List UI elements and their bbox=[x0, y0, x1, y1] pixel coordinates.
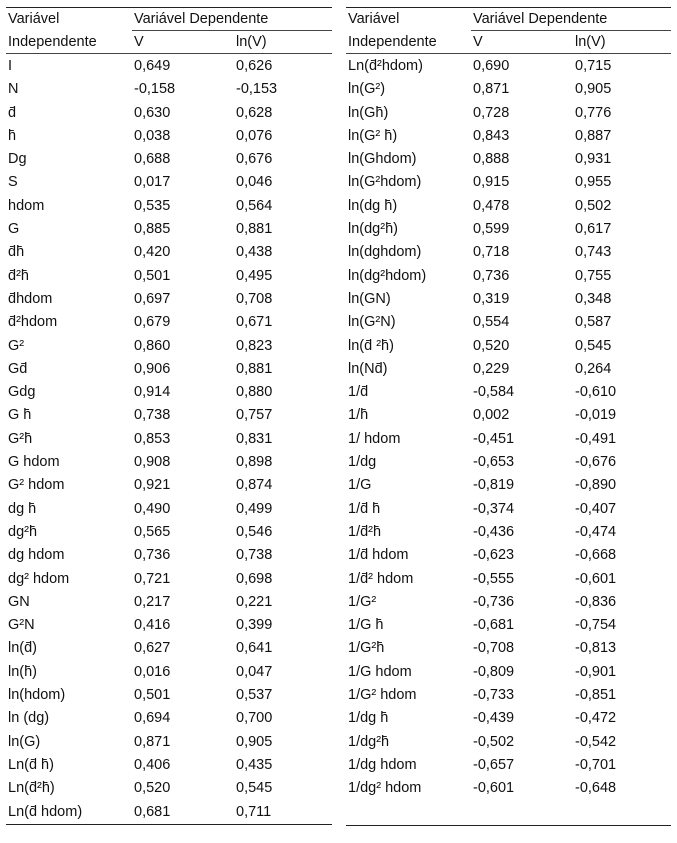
row-label: G²N bbox=[8, 617, 35, 634]
header-var-independent-line2: Independente bbox=[348, 34, 437, 50]
table-row bbox=[346, 731, 671, 754]
header-var-independent-line1: Variável bbox=[8, 11, 60, 27]
cell-v: 0,016 bbox=[134, 663, 171, 680]
cell-v: 0,630 bbox=[134, 104, 171, 121]
header-var-independent-line1: Variável bbox=[348, 11, 400, 27]
row-label: S bbox=[8, 174, 18, 191]
table-row bbox=[346, 102, 671, 125]
table-row bbox=[346, 241, 671, 264]
cell-lnv: 0,264 bbox=[575, 360, 612, 377]
cell-lnv: 0,898 bbox=[236, 454, 273, 471]
cell-v: 0,229 bbox=[473, 360, 510, 377]
row-label: 1/d̄ h̄ bbox=[348, 500, 381, 517]
cell-lnv: 0,546 bbox=[236, 523, 273, 540]
cell-v: 0,871 bbox=[473, 81, 510, 98]
cell-v: 0,690 bbox=[473, 58, 510, 74]
cell-v: -0,681 bbox=[473, 617, 515, 634]
header-col-v: V bbox=[473, 34, 483, 50]
cell-v: 0,490 bbox=[134, 500, 171, 517]
row-label: Ln(d̄ hdom) bbox=[8, 803, 83, 820]
table-row bbox=[346, 591, 671, 614]
cell-lnv: -0,836 bbox=[575, 593, 617, 610]
cell-v: 0,565 bbox=[134, 523, 171, 540]
cell-lnv: 0,047 bbox=[236, 663, 273, 680]
cell-lnv: 0,435 bbox=[236, 756, 273, 773]
row-label: ln(Gh̄) bbox=[348, 104, 389, 121]
cell-lnv: -0,610 bbox=[575, 384, 617, 401]
table-row bbox=[346, 358, 671, 381]
table-row bbox=[346, 707, 671, 730]
table-row bbox=[346, 218, 671, 241]
row-label: 1/G² hdom bbox=[348, 687, 417, 704]
cell-lnv: 0,955 bbox=[575, 174, 612, 191]
row-label: 1/d̄² hdom bbox=[348, 570, 414, 587]
row-label: hdom bbox=[8, 197, 45, 214]
row-label: G² hdom bbox=[8, 477, 65, 494]
row-label: Dg bbox=[8, 151, 27, 168]
table-row bbox=[346, 148, 671, 171]
cell-lnv: 0,676 bbox=[236, 151, 273, 168]
table-row bbox=[6, 451, 332, 474]
cell-lnv: -0,890 bbox=[575, 477, 617, 494]
cell-v: 0,535 bbox=[134, 197, 171, 214]
table-row bbox=[346, 661, 671, 684]
row-label: ln(dg²h̄) bbox=[348, 221, 398, 238]
cell-v: 0,501 bbox=[134, 687, 171, 704]
bottom-rule bbox=[346, 825, 671, 826]
cell-v: 0,908 bbox=[134, 454, 171, 471]
cell-lnv: 0,755 bbox=[575, 267, 612, 284]
cell-lnv: 0,738 bbox=[236, 547, 273, 564]
row-label: ln(dg h̄) bbox=[348, 197, 398, 214]
row-label: 1/G²h̄ bbox=[348, 640, 385, 657]
row-label: 1/dg hdom bbox=[348, 756, 417, 773]
table-row bbox=[346, 637, 671, 660]
header-row-1 bbox=[346, 8, 671, 30]
table-row bbox=[6, 358, 332, 381]
row-label: G hdom bbox=[8, 454, 60, 471]
row-label: 1/dg²h̄ bbox=[348, 733, 390, 750]
cell-v: -0,436 bbox=[473, 523, 515, 540]
table-row bbox=[6, 311, 332, 334]
cell-lnv: -0,851 bbox=[575, 687, 617, 704]
table-row bbox=[6, 55, 332, 78]
cell-lnv: -0,472 bbox=[575, 710, 617, 727]
cell-lnv: 0,626 bbox=[236, 58, 273, 74]
cell-lnv: 0,776 bbox=[575, 104, 612, 121]
row-label: 1/dg² hdom bbox=[348, 780, 422, 797]
row-label: I bbox=[8, 58, 13, 74]
cell-v: -0,809 bbox=[473, 663, 515, 680]
cell-v: 0,853 bbox=[134, 430, 171, 447]
table-row bbox=[6, 801, 332, 824]
table-row bbox=[6, 637, 332, 660]
table-row bbox=[346, 171, 671, 194]
cell-v: 0,728 bbox=[473, 104, 510, 121]
header-col-lnv: ln(V) bbox=[236, 34, 267, 50]
row-label: ln(G²N) bbox=[348, 314, 396, 331]
table-row bbox=[6, 381, 332, 404]
cell-lnv: -0,668 bbox=[575, 547, 617, 564]
cell-v: 0,736 bbox=[134, 547, 171, 564]
table-row bbox=[346, 544, 671, 567]
cell-v: 0,038 bbox=[134, 127, 171, 144]
cell-lnv: 0,881 bbox=[236, 360, 273, 377]
cell-v: 0,697 bbox=[134, 290, 171, 307]
cell-v: 0,406 bbox=[134, 756, 171, 773]
row-label: Ln(d̄²hdom) bbox=[348, 58, 423, 74]
cell-v: -0,374 bbox=[473, 500, 515, 517]
cell-v: -0,733 bbox=[473, 687, 515, 704]
cell-lnv: 0,931 bbox=[575, 151, 612, 168]
cell-v: -0,502 bbox=[473, 733, 515, 750]
cell-v: 0,885 bbox=[134, 221, 171, 238]
cell-lnv: 0,831 bbox=[236, 430, 273, 447]
cell-v: -0,653 bbox=[473, 454, 515, 471]
row-label: 1/d̄ bbox=[348, 384, 369, 401]
cell-lnv: -0,648 bbox=[575, 780, 617, 797]
table-row bbox=[346, 521, 671, 544]
cell-lnv: 0,757 bbox=[236, 407, 273, 424]
cell-lnv: 0,545 bbox=[575, 337, 612, 354]
table-row bbox=[6, 78, 332, 101]
row-label: dg² hdom bbox=[8, 570, 70, 587]
cell-v: -0,623 bbox=[473, 547, 515, 564]
cell-v: -0,451 bbox=[473, 430, 515, 447]
cell-v: 0,520 bbox=[134, 780, 171, 797]
cell-lnv: 0,743 bbox=[575, 244, 612, 261]
table-row bbox=[6, 171, 332, 194]
cell-lnv: 0,495 bbox=[236, 267, 273, 284]
row-label: Gd̄ bbox=[8, 360, 28, 377]
row-label: d̄hdom bbox=[8, 290, 53, 307]
row-label: 1/dg bbox=[348, 454, 377, 471]
row-label: Ln(d̄ h̄) bbox=[8, 756, 54, 773]
cell-v: -0,555 bbox=[473, 570, 515, 587]
cell-v: -0,819 bbox=[473, 477, 515, 494]
table-row bbox=[6, 265, 332, 288]
cell-v: 0,718 bbox=[473, 244, 510, 261]
cell-v: 0,843 bbox=[473, 127, 510, 144]
cell-v: -0,584 bbox=[473, 384, 515, 401]
cell-v: -0,657 bbox=[473, 756, 515, 773]
table-row bbox=[346, 777, 671, 800]
row-label: N bbox=[8, 81, 19, 98]
cell-lnv: 0,700 bbox=[236, 710, 273, 727]
cell-v: 0,217 bbox=[134, 593, 171, 610]
table-row bbox=[6, 195, 332, 218]
cell-lnv: -0,701 bbox=[575, 756, 617, 773]
table-row bbox=[346, 684, 671, 707]
cell-lnv: 0,698 bbox=[236, 570, 273, 587]
table-row bbox=[346, 195, 671, 218]
row-label: d̄²hdom bbox=[8, 314, 58, 331]
header-row-2 bbox=[346, 31, 671, 53]
table-row bbox=[6, 288, 332, 311]
cell-lnv: 0,823 bbox=[236, 337, 273, 354]
bottom-rule bbox=[6, 824, 332, 825]
cell-v: 0,921 bbox=[134, 477, 171, 494]
cell-lnv: -0,474 bbox=[575, 523, 617, 540]
cell-lnv: 0,564 bbox=[236, 197, 273, 214]
table-row bbox=[6, 335, 332, 358]
table-row bbox=[6, 218, 332, 241]
cell-lnv: 0,348 bbox=[575, 290, 612, 307]
table-row bbox=[346, 288, 671, 311]
table-row bbox=[6, 707, 332, 730]
cell-v: 0,501 bbox=[134, 267, 171, 284]
header-row-2 bbox=[6, 31, 332, 53]
row-label: 1/d̄ hdom bbox=[348, 547, 409, 564]
header-var-dependent: Variável Dependente bbox=[134, 11, 269, 27]
header-row-1 bbox=[6, 8, 332, 30]
cell-v: 0,420 bbox=[134, 244, 171, 261]
row-label: G bbox=[8, 221, 20, 238]
cell-v: -0,439 bbox=[473, 710, 515, 727]
table-row bbox=[6, 102, 332, 125]
cell-v: 0,888 bbox=[473, 151, 510, 168]
row-label: h̄ bbox=[8, 127, 17, 144]
table-row bbox=[6, 614, 332, 637]
row-label: G² bbox=[8, 337, 25, 354]
table-row bbox=[6, 498, 332, 521]
row-label: G h̄ bbox=[8, 407, 32, 424]
cell-lnv: 0,874 bbox=[236, 477, 273, 494]
table-row bbox=[346, 754, 671, 777]
table-row bbox=[346, 125, 671, 148]
cell-lnv: 0,438 bbox=[236, 244, 273, 261]
cell-lnv: -0,901 bbox=[575, 663, 617, 680]
row-label: d̄h̄ bbox=[8, 244, 25, 261]
cell-v: 0,478 bbox=[473, 197, 510, 214]
row-label: 1/G hdom bbox=[348, 663, 412, 680]
row-label: 1/G bbox=[348, 477, 372, 494]
table-row bbox=[6, 544, 332, 567]
table-row bbox=[346, 381, 671, 404]
cell-lnv: 0,711 bbox=[236, 803, 272, 820]
cell-v: -0,708 bbox=[473, 640, 515, 657]
row-label: G²h̄ bbox=[8, 430, 33, 447]
cell-v: -0,736 bbox=[473, 593, 515, 610]
cell-lnv: 0,715 bbox=[575, 58, 612, 74]
cell-v: 0,871 bbox=[134, 733, 171, 750]
row-label: 1/d̄²h̄ bbox=[348, 523, 382, 540]
row-label: GN bbox=[8, 593, 30, 610]
cell-v: -0,601 bbox=[473, 780, 515, 797]
cell-v: 0,738 bbox=[134, 407, 171, 424]
row-label: ln(Nd̄) bbox=[348, 360, 388, 377]
table-row bbox=[6, 731, 332, 754]
row-label: ln(G²) bbox=[348, 81, 386, 98]
cell-lnv: 0,880 bbox=[236, 384, 273, 401]
table-row bbox=[6, 661, 332, 684]
row-label: ln(dghdom) bbox=[348, 244, 422, 261]
row-label: 1/ hdom bbox=[348, 430, 401, 447]
cell-lnv: -0,754 bbox=[575, 617, 617, 634]
row-label: ln(G) bbox=[8, 733, 41, 750]
cell-v: 0,416 bbox=[134, 617, 171, 634]
row-label: ln(GN) bbox=[348, 290, 391, 307]
cell-lnv: -0,601 bbox=[575, 570, 617, 587]
cell-lnv: 0,887 bbox=[575, 127, 612, 144]
row-label: ln(dg²hdom) bbox=[348, 267, 427, 284]
row-label: 1/G h̄ bbox=[348, 617, 384, 634]
table-row bbox=[6, 428, 332, 451]
row-label: ln(hdom) bbox=[8, 687, 66, 704]
row-label: dg hdom bbox=[8, 547, 65, 564]
cell-v: 0,649 bbox=[134, 58, 171, 74]
row-label: ln(d̄) bbox=[8, 640, 38, 657]
table-row bbox=[346, 335, 671, 358]
cell-lnv: 0,628 bbox=[236, 104, 273, 121]
cell-lnv: 0,537 bbox=[236, 687, 273, 704]
row-label: ln(G²hdom) bbox=[348, 174, 422, 191]
cell-lnv: 0,905 bbox=[575, 81, 612, 98]
cell-v: 0,681 bbox=[134, 803, 171, 820]
table-row bbox=[346, 498, 671, 521]
left-table bbox=[6, 7, 332, 825]
right-table-body bbox=[346, 55, 671, 801]
cell-lnv: 0,708 bbox=[236, 290, 273, 307]
row-label: ln(h̄) bbox=[8, 663, 38, 680]
left-table-body bbox=[6, 55, 332, 824]
header-col-v: V bbox=[134, 34, 144, 50]
cell-lnv: -0,542 bbox=[575, 733, 617, 750]
cell-lnv: 0,545 bbox=[236, 780, 273, 797]
row-label: Ln(d̄²h̄) bbox=[8, 780, 55, 797]
cell-lnv: -0,676 bbox=[575, 454, 617, 471]
cell-lnv: -0,813 bbox=[575, 640, 617, 657]
cell-lnv: 0,499 bbox=[236, 500, 273, 517]
row-label: d̄²h̄ bbox=[8, 267, 29, 284]
table-row bbox=[346, 428, 671, 451]
cell-v: 0,554 bbox=[473, 314, 510, 331]
header-var-independent-line2: Independente bbox=[8, 34, 97, 50]
cell-lnv: -0,153 bbox=[236, 81, 278, 98]
table-row bbox=[346, 568, 671, 591]
header-var-dependent: Variável Dependente bbox=[473, 11, 608, 27]
cell-lnv: 0,399 bbox=[236, 617, 273, 634]
row-label: 1/dg h̄ bbox=[348, 710, 389, 727]
cell-v: 0,319 bbox=[473, 290, 510, 307]
table-row bbox=[6, 521, 332, 544]
cell-v: -0,158 bbox=[134, 81, 176, 98]
right-table bbox=[346, 7, 671, 826]
table-row bbox=[6, 148, 332, 171]
cell-lnv: 0,502 bbox=[575, 197, 612, 214]
table-row bbox=[6, 404, 332, 427]
table-row bbox=[346, 614, 671, 637]
row-label: ln (dg) bbox=[8, 710, 50, 727]
table-row bbox=[346, 265, 671, 288]
table-row bbox=[6, 125, 332, 148]
row-label: d̄ bbox=[8, 104, 17, 121]
cell-v: 0,721 bbox=[134, 570, 171, 587]
row-label: 1/h̄ bbox=[348, 407, 369, 424]
cell-lnv: 0,046 bbox=[236, 174, 273, 191]
row-label: ln(G² h̄) bbox=[348, 127, 398, 144]
cell-v: 0,002 bbox=[473, 407, 510, 424]
cell-lnv: -0,407 bbox=[575, 500, 617, 517]
table-row bbox=[346, 451, 671, 474]
row-label: 1/G² bbox=[348, 593, 377, 610]
cell-v: 0,694 bbox=[134, 710, 171, 727]
row-label: dg²h̄ bbox=[8, 523, 38, 540]
cell-v: 0,914 bbox=[134, 384, 171, 401]
cell-v: 0,679 bbox=[134, 314, 171, 331]
cell-lnv: 0,641 bbox=[236, 640, 273, 657]
table-row bbox=[346, 311, 671, 334]
cell-v: 0,906 bbox=[134, 360, 171, 377]
cell-lnv: 0,617 bbox=[575, 221, 612, 238]
cell-v: 0,017 bbox=[134, 174, 171, 191]
cell-lnv: 0,221 bbox=[236, 593, 273, 610]
cell-v: 0,599 bbox=[473, 221, 510, 238]
table-row bbox=[6, 754, 332, 777]
cell-lnv: 0,587 bbox=[575, 314, 612, 331]
table-row bbox=[6, 591, 332, 614]
cell-lnv: 0,881 bbox=[236, 221, 273, 238]
header-col-lnv: ln(V) bbox=[575, 34, 606, 50]
table-row bbox=[6, 568, 332, 591]
cell-v: 0,688 bbox=[134, 151, 171, 168]
cell-v: 0,520 bbox=[473, 337, 510, 354]
cell-v: 0,627 bbox=[134, 640, 171, 657]
table-row bbox=[6, 474, 332, 497]
cell-lnv: -0,019 bbox=[575, 407, 617, 424]
row-label: dg h̄ bbox=[8, 500, 37, 517]
table-row bbox=[6, 777, 332, 800]
cell-v: 0,915 bbox=[473, 174, 510, 191]
table-row bbox=[346, 474, 671, 497]
row-label: ln(Ghdom) bbox=[348, 151, 417, 168]
row-label: Gdg bbox=[8, 384, 36, 401]
cell-v: 0,736 bbox=[473, 267, 510, 284]
table-row bbox=[6, 684, 332, 707]
table-row bbox=[346, 404, 671, 427]
cell-lnv: 0,076 bbox=[236, 127, 273, 144]
row-label: ln(d̄ ²h̄) bbox=[348, 337, 394, 354]
cell-lnv: -0,491 bbox=[575, 430, 617, 447]
cell-lnv: 0,671 bbox=[236, 314, 273, 331]
cell-lnv: 0,905 bbox=[236, 733, 273, 750]
table-row bbox=[346, 78, 671, 101]
table-row bbox=[346, 55, 671, 78]
cell-v: 0,860 bbox=[134, 337, 171, 354]
table-row bbox=[6, 241, 332, 264]
